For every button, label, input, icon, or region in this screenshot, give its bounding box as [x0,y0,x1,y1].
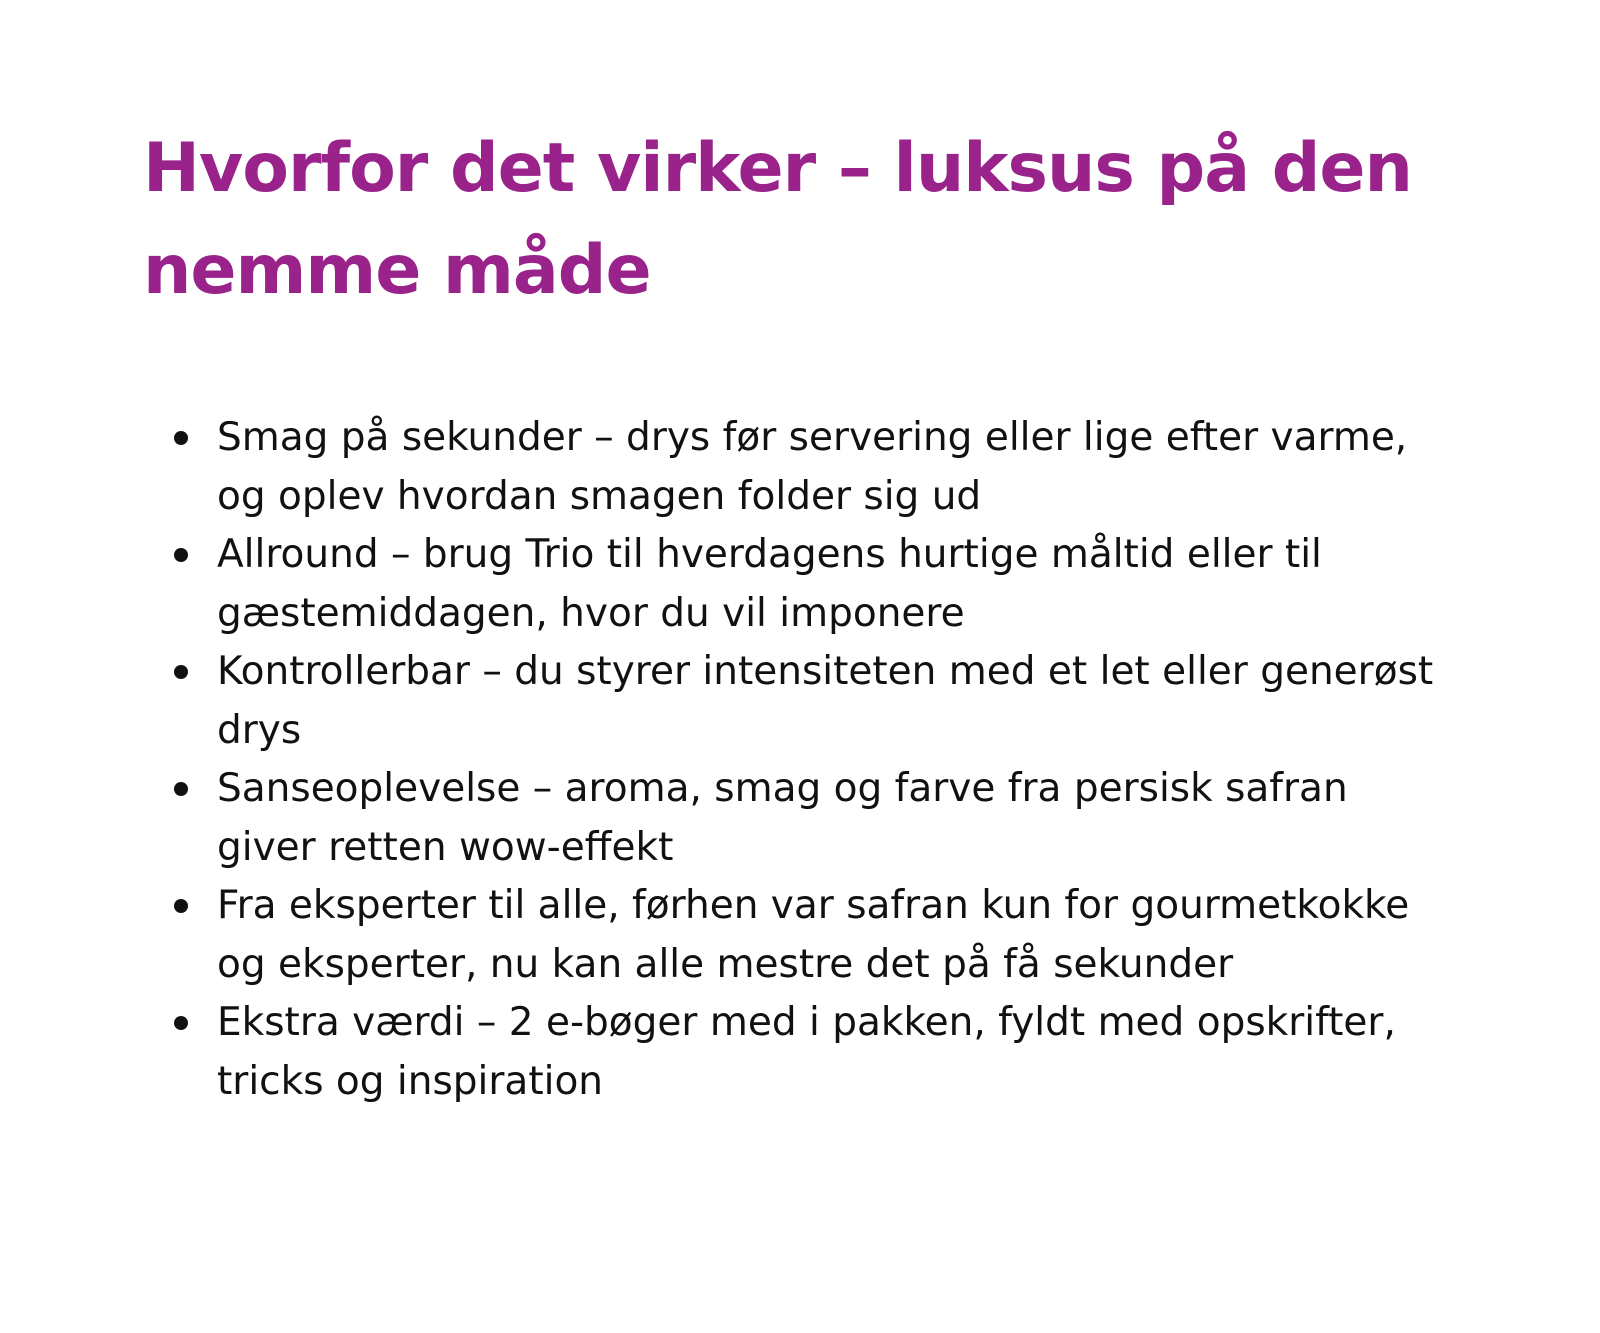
list-item [0,877,1457,994]
list-item [0,643,1457,760]
list-item [0,760,1457,877]
list-item-text: Allround – brug Trio til hverdagens hurtige måltid eller til gæstemiddagen, hvor du vil imponere [217,532,1322,636]
list-item-text: Ekstra værdi – 2 e-bøger med i pakken, fyldt med opskrifter, tricks og inspiration [217,1000,1396,1104]
bullet-dot-icon [174,665,188,679]
bullet-dot-icon [174,1016,188,1030]
bullet-dot-icon [174,431,188,445]
list-item [0,526,1457,643]
list-item-text: Fra eksperter til alle, førhen var safran kun for gourmetkokke og eksperter, nu kan alle mestre det på få sekunder [217,883,1410,987]
list-item-text: Kontrollerbar – du styrer intensiteten med et let eller generøst drys [217,649,1434,753]
list-item [0,994,1457,1111]
list-item-text: Sanseoplevelse – aroma, smag og farve fra persisk safran giver retten wow-effekt [217,766,1348,870]
bullet-dot-icon [174,548,188,562]
page-title: Hvorfor det virker – luksus på den nemme måde [143,129,1412,310]
bullet-dot-icon [174,899,188,913]
list-item [0,409,1457,526]
benefit-list [0,409,1600,1111]
bullet-dot-icon [174,782,188,796]
list-item-text: Smag på sekunder – drys før servering eller lige efter varme, og oplev hvordan smagen folder sig ud [217,415,1408,519]
